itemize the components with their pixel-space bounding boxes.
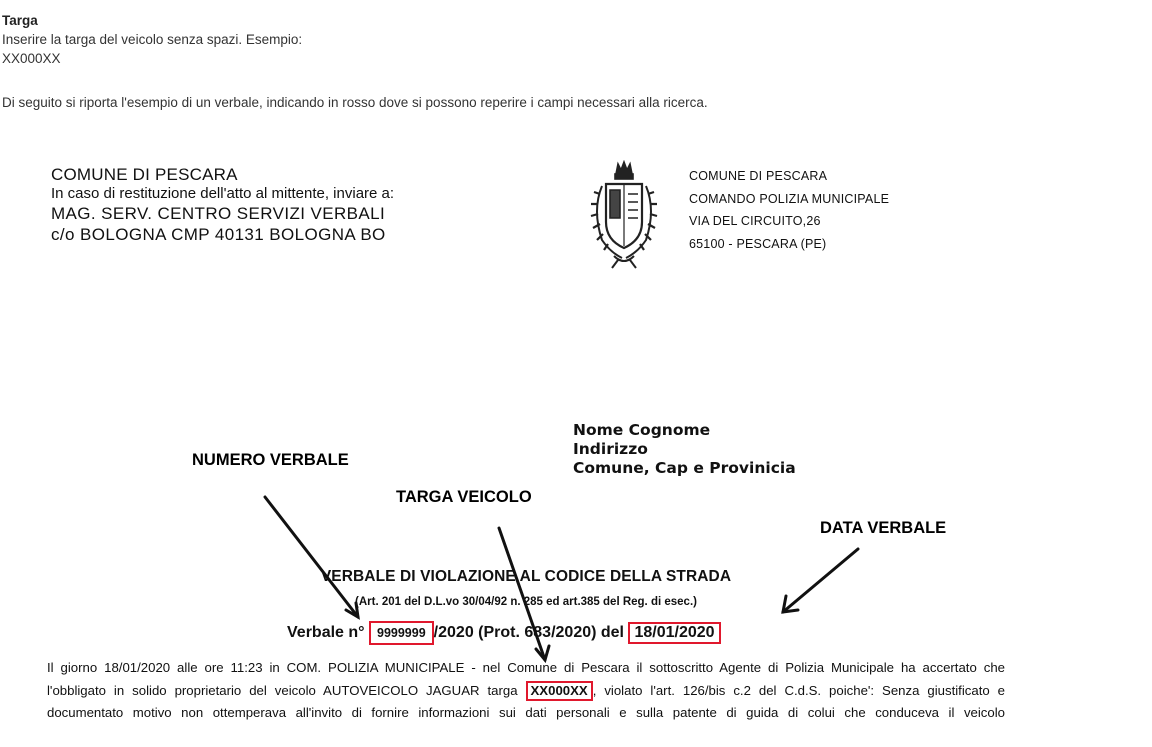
office-line: VIA DEL CIRCUITO,26 xyxy=(689,214,821,228)
annotation-data-verbale: DATA VERBALE xyxy=(820,519,947,537)
verbale-subheading: (Art. 201 del D.L.vo 30/04/92 n. 285 ed art.385 del Reg. di esec.) xyxy=(355,596,697,608)
verbale-number-highlight: 9999999 xyxy=(369,621,434,645)
verbale-body xyxy=(47,657,1005,725)
sender-line: In caso di restituzione dell'atto al mittente, inviare a: xyxy=(51,185,395,202)
verbale-heading: VERBALE DI VIOLAZIONE AL CODICE DELLA STRADA xyxy=(320,568,732,585)
sender-line: MAG. SERV. CENTRO SERVIZI VERBALI xyxy=(51,204,386,223)
recipient-city: Comune, Cap e Provinicia xyxy=(573,459,796,477)
field-description: Inserire la targa del veicolo senza spazi. Esempio: xyxy=(2,32,303,47)
annotation-targa-veicolo: TARGA VEICOLO xyxy=(396,488,532,506)
body-line xyxy=(47,680,1005,703)
verbale-prefix: Verbale n° xyxy=(287,624,365,641)
body-line-pre: l'obbligato in solido proprietario del veicolo AUTOVEICOLO JAGUAR targa xyxy=(47,682,518,698)
example-intro: Di seguito si riporta l'esempio di un verbale, indicando in rosso dove si possono reperire i campi necessari alla ricerca. xyxy=(2,95,708,110)
body-line: documentato motivo non ottemperava all'invito di fornire informazioni sui dati personali e sulla patente di guida di colui che conduceva il veicolo xyxy=(47,705,1005,720)
office-line: 65100 - PESCARA (PE) xyxy=(689,236,827,251)
recipient-name: Nome Cognome xyxy=(573,421,711,439)
field-title: Targa xyxy=(2,13,38,28)
sender-block xyxy=(51,165,394,245)
office-block xyxy=(689,165,889,255)
body-line: Il giorno 18/01/2020 alle ore 11:23 in COM. POLIZIA MUNICIPALE - nel Comune di Pescara il sottoscritto Agente di Polizia Municipale ha accertato che xyxy=(47,660,1005,675)
coat-of-arms-icon xyxy=(588,160,660,272)
field-example: XX000XX xyxy=(2,51,61,66)
recipient-address: Indirizzo xyxy=(573,440,648,458)
body-line-post: , violato l'art. 126/bis c.2 del C.d.S. poiche': Senza giustificato e xyxy=(592,682,1005,698)
recipient-block xyxy=(573,421,796,478)
sender-line: COMUNE DI PESCARA xyxy=(51,165,238,184)
office-line: COMUNE DI PESCARA xyxy=(689,169,828,183)
annotation-numero-verbale: NUMERO VERBALE xyxy=(192,451,349,469)
verbale-number-line xyxy=(287,621,721,645)
sender-line: c/o BOLOGNA CMP 40131 BOLOGNA BO xyxy=(51,225,386,244)
verbale-date-highlight: 18/01/2020 xyxy=(628,622,720,644)
office-line: COMANDO POLIZIA MUNICIPALE xyxy=(689,191,890,206)
verbale-protocol: /2020 (Prot. 683/2020) del xyxy=(433,624,624,641)
targa-highlight: XX000XX xyxy=(526,681,593,701)
